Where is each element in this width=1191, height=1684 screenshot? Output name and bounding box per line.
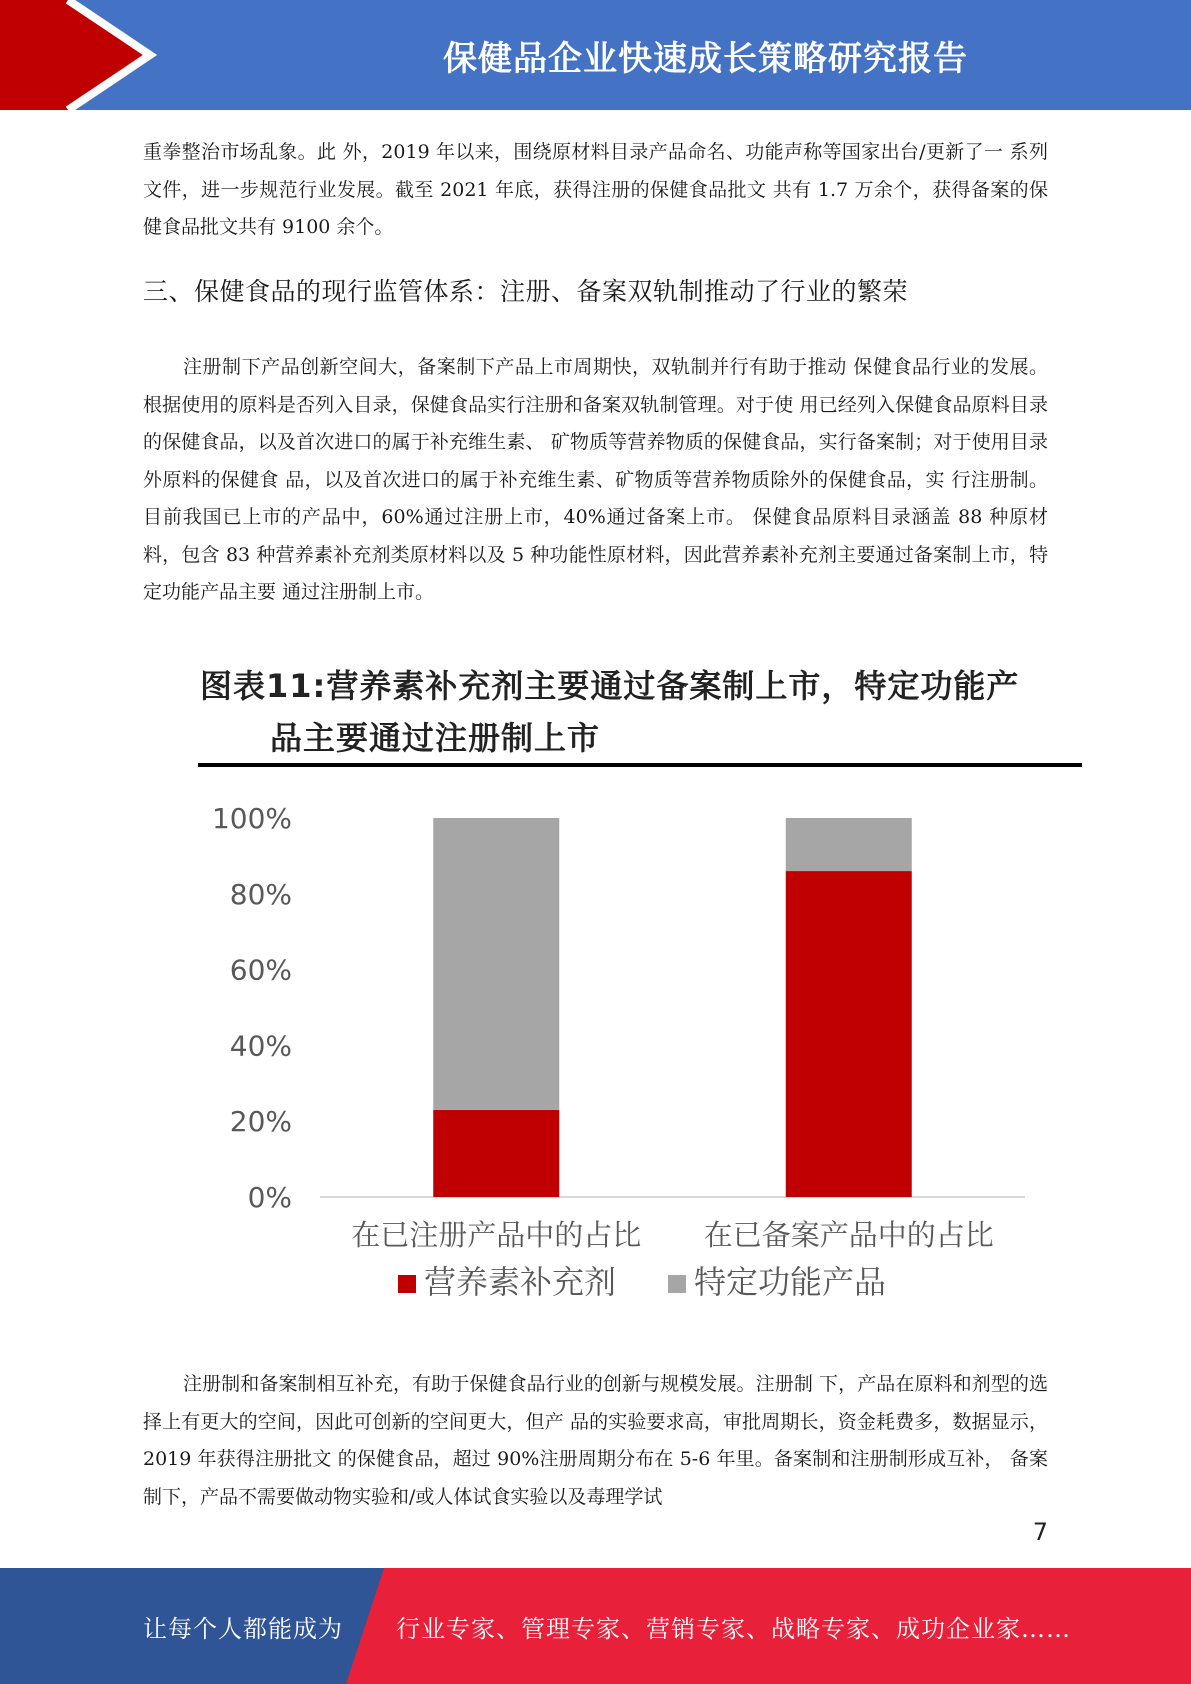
- page-number: 7: [1032, 1518, 1048, 1546]
- header-chevron-decoration: [0, 0, 160, 110]
- bar-segment: [433, 1110, 559, 1197]
- chart-title-line-2: 品主要通过注册制上市: [270, 719, 601, 757]
- legend-swatch: [668, 1275, 686, 1293]
- page-header: [0, 0, 1191, 110]
- bar-segment: [786, 871, 912, 1197]
- y-tick-label: 20%: [229, 1105, 292, 1139]
- chart-title-line-1: 图表11:营养素补充剂主要通过备案制上市，特定功能产: [200, 667, 1020, 705]
- section-heading: 三、保健食品的现行监管体系：注册、备案双轨制推动了行业的繁荣: [143, 277, 909, 306]
- bar-segment: [786, 818, 912, 871]
- y-tick-label: 0%: [247, 1181, 292, 1214]
- legend-swatch: [398, 1275, 416, 1293]
- legend-label: 特定功能产品: [694, 1263, 887, 1301]
- x-category-label: 在已注册产品中的占比: [351, 1218, 642, 1252]
- report-title: 保健品企业快速成长策略研究报告: [443, 38, 968, 79]
- body-paragraph-3: 注册制和备案制相互补充，有助于保健食品行业的创新与规模发展。注册制 下，产品在原料和剂型的选择上有更大的空间，因此可创新的空间更大，但产 品的实验要求高，审批周期长，资金耗费多，数据显示，2019 年获得注册批文 的保健食品，超过 90%注册周期分布在 5-6 年里。备案制和注册制形成互补， 备案制下，产品不需要做动物实验和/或人体试食实验以及毒理学试: [143, 1373, 1048, 1508]
- footer-slogan-right: 行业专家、管理专家、营销专家、战略专家、成功企业家……: [396, 1614, 1071, 1643]
- footer-slogan-left: 让每个人都能成为: [143, 1614, 343, 1643]
- body-paragraph-2: 注册制下产品创新空间大，备案制下产品上市周期快，双轨制并行有助于推动 保健食品行业的发展。 根据使用的原料是否列入目录，保健食品实行注册和备案双轨制管理。对于使 用已经列入保健食品原料目录的保健食品，以及首次进口的属于补充维生素、 矿物质等营养物质的保健食品，实行备案制；对于使用目录外原料的保健食 品，以及首次进口的属于补充维生素、矿物质等营养物质除外的保健食品，实 行注册制。目前我国已上市的产品中，60%通过注册上市，40%通过备案上市。 保健食品原料目录涵盖 88 种原材料，包含 83 种营养素补充剂类原材料以及 5 种功能性原材料，因此营养素补充剂主要通过备案制上市，特定功能产品主要 通过注册制上市。: [143, 356, 1048, 603]
- bar-segment: [433, 818, 559, 1110]
- y-tick-label: 100%: [211, 802, 292, 835]
- y-tick-label: 40%: [229, 1029, 292, 1063]
- x-category-label: 在已备案产品中的占比: [703, 1218, 994, 1252]
- legend-label: 营养素补充剂: [424, 1263, 617, 1301]
- page-footer: [0, 1568, 1191, 1684]
- body-paragraph-1: 重拳整治市场乱象。此 外，2019 年以来，围绕原材料目录产品命名、功能声称等国家出台/更新了一 系列文件，进一步规范行业发展。截至 2021 年底，获得注册的保健食品批文 共有 1.7 万余个，获得备案的保健食品批文共有 9100 余个。: [143, 141, 1048, 238]
- y-tick-label: 80%: [229, 877, 292, 911]
- chart-title: [200, 660, 1080, 764]
- y-tick-label: 60%: [229, 953, 292, 987]
